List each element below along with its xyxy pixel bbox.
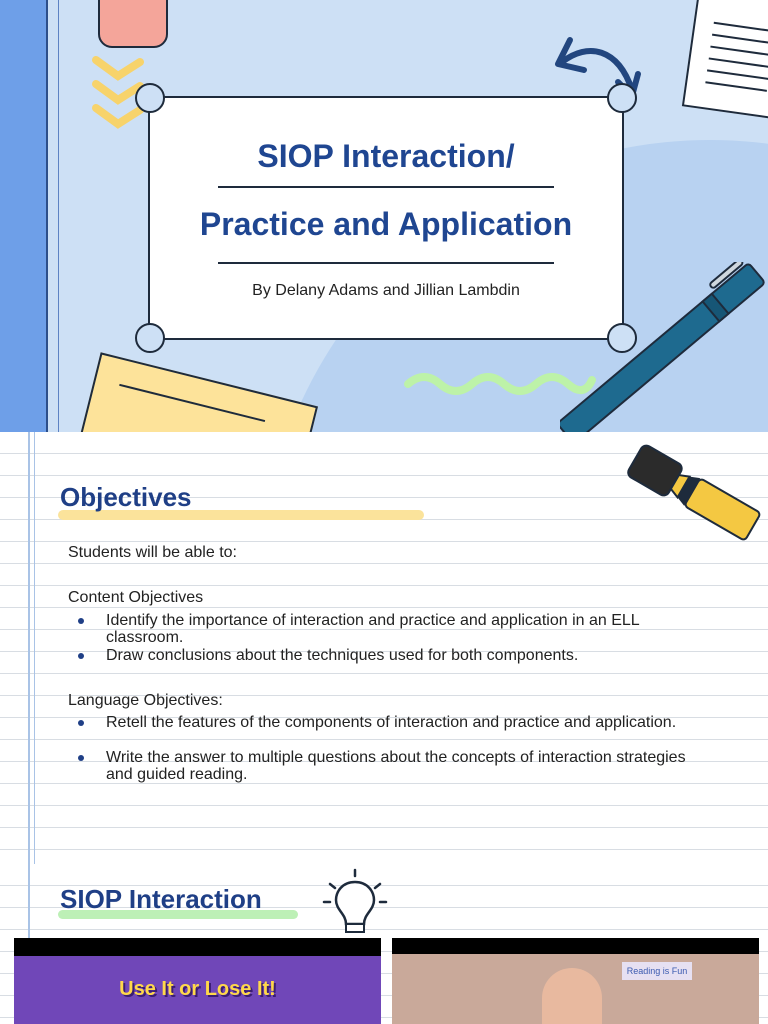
video-1-caption: Use It or Lose It! [119,978,276,1000]
language-objective-2: Write the answer to multiple questions about the concepts of interaction strategies and guided reading. [106,749,686,783]
bullet [78,618,84,624]
paper-sheet-icon [682,0,768,121]
divider [218,262,554,264]
teacher-figure [542,968,602,1024]
margin-line [34,432,35,864]
eraser-icon [98,0,168,48]
content-objective-2: Draw conclusions about the techniques used for both components. [106,647,579,664]
content-objective-1: Identify the importance of interaction and practice and application in an ELL classroom. [106,612,640,646]
classroom-sign: Reading is Fun [622,962,692,980]
intro-text: Students will be able to: [68,544,237,561]
highlighter-icon [612,434,762,544]
title-line-2: Practice and Application [199,206,573,242]
interaction-slide [0,864,768,1024]
objectives-heading: Objectives [60,482,192,512]
content-objectives-label: Content Objectives [68,589,204,606]
authors: By Delany Adams and Jillian Lambdin [252,282,520,299]
language-objectives-label: Language Objectives: [68,692,223,709]
lightbulb-icon [322,868,388,938]
interaction-heading: SIOP Interaction [60,884,262,914]
bullet [78,653,84,659]
title-slide [0,0,768,432]
language-objective-1: Retell the features of the components of interaction and practice and application. [106,714,677,731]
title-card [148,96,624,340]
video-thumbnail-2[interactable] [392,938,759,1024]
video-thumbnail-1[interactable] [14,938,381,1024]
objectives-slide [0,432,768,864]
spine-line [46,0,48,432]
bullet [78,720,84,726]
bullet [78,755,84,761]
notebook-spine [0,0,46,432]
sticky-note-icon [78,352,318,432]
margin-line [28,432,30,864]
title-line-1: SIOP Interaction/ [257,138,515,174]
divider [218,186,554,188]
spine-line [58,0,59,432]
